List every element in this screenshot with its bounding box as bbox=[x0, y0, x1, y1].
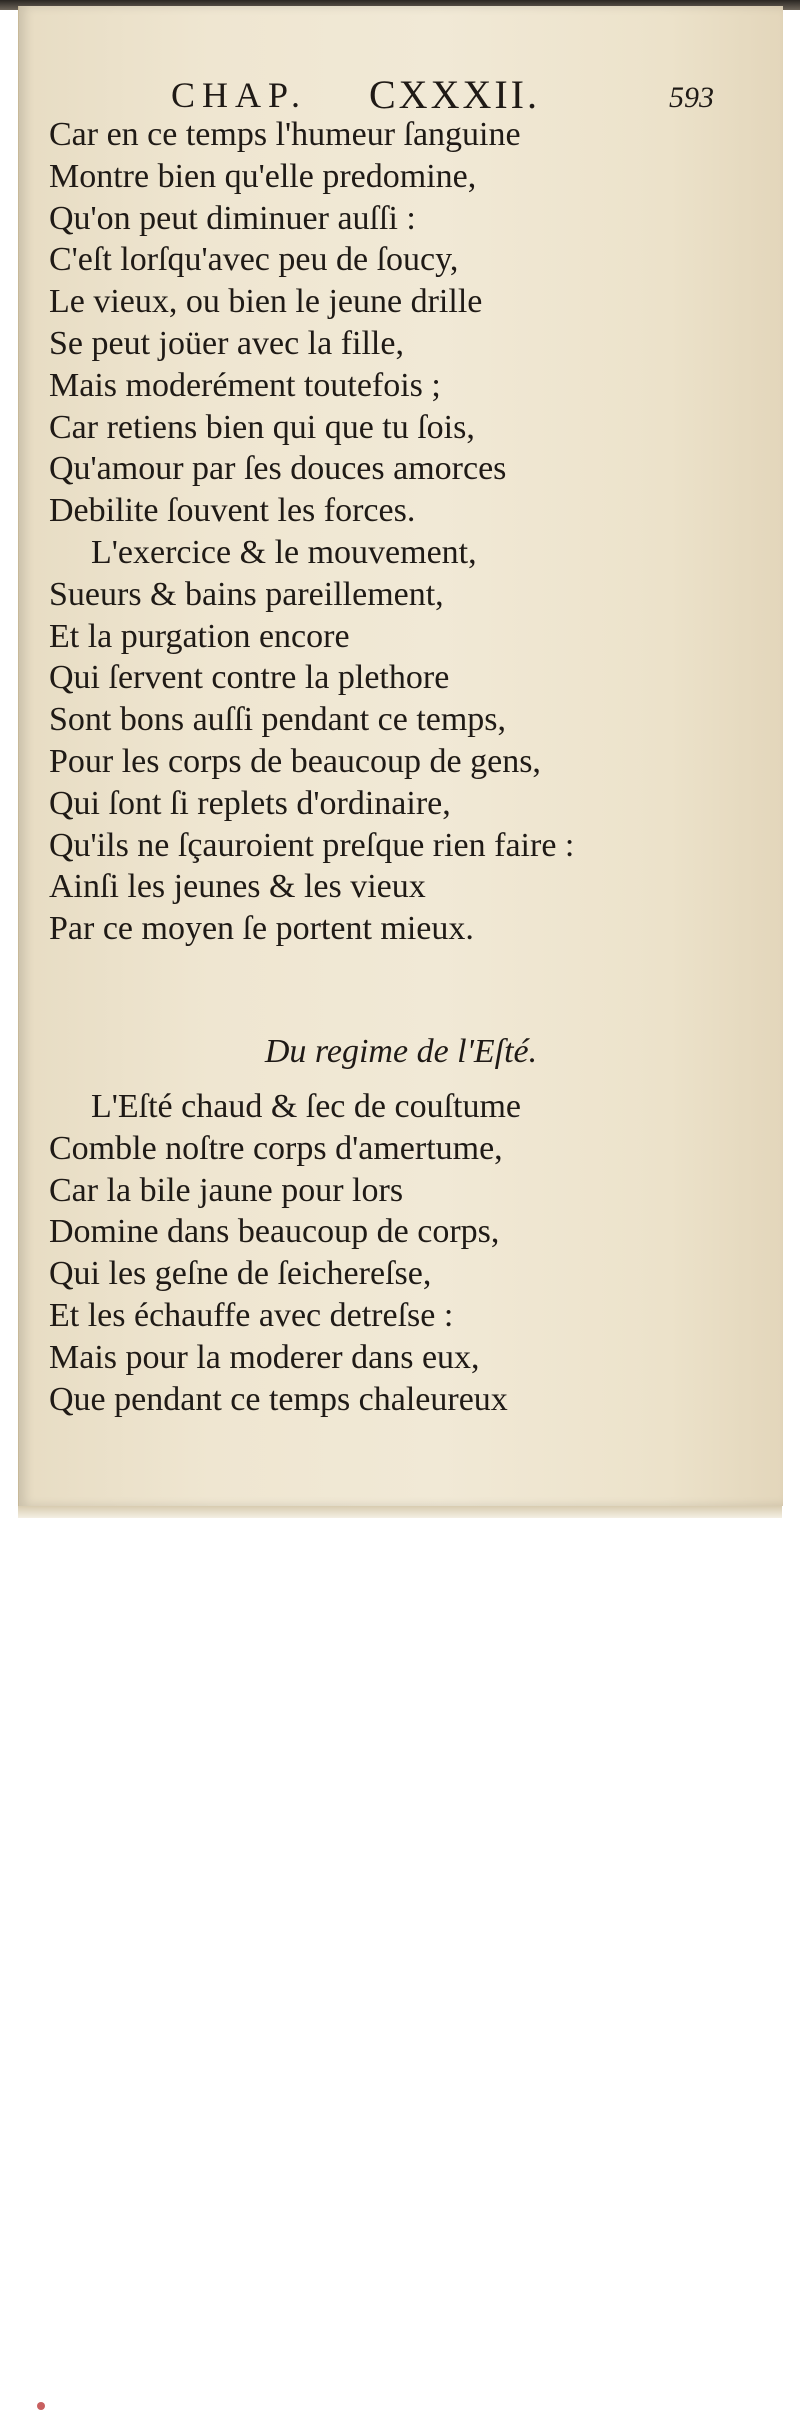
verse-line: Car en ce temps l'humeur ſanguine bbox=[49, 116, 521, 153]
book-page bbox=[18, 6, 783, 1506]
verse-line: C'eſt lorſqu'avec peu de ſoucy, bbox=[49, 241, 459, 279]
verse-line: Qui ſont ſi replets d'ordinaire, bbox=[49, 784, 451, 822]
verse-line: Et les échauffe avec detreſse : bbox=[49, 1296, 454, 1334]
verse-line: Ainſi les jeunes & les vieux bbox=[49, 868, 426, 906]
verse-line: Qu'ils ne ſçauroient preſque rien faire : bbox=[49, 826, 575, 864]
verse-line: L'Eſté chaud & ſec de couſtume bbox=[91, 1088, 522, 1125]
verse-line: Que pendant ce temps chaleureux bbox=[49, 1380, 508, 1418]
verse-block-summer bbox=[49, 1086, 769, 1420]
verse-line: Mais pour la moderer dans eux, bbox=[49, 1338, 480, 1376]
verse-line: Qu'amour par ſes douces amorces bbox=[49, 450, 507, 488]
verse-line: Debilite ſouvent les forces. bbox=[49, 492, 416, 530]
verse-line: Et la purgation encore bbox=[49, 617, 350, 655]
scan-bottom-edge bbox=[18, 1506, 782, 1518]
verse-line: Qui les geſne de ſeichereſse, bbox=[49, 1255, 432, 1293]
verse-line: Par ce moyen ſe portent mieux. bbox=[49, 910, 474, 948]
verse-line: Comble noſtre corps d'amertume, bbox=[49, 1129, 503, 1167]
margin-ink-mark bbox=[37, 2402, 45, 2410]
running-head bbox=[19, 72, 783, 118]
verse-line: Se peut joüer avec la fille, bbox=[49, 324, 404, 362]
verse-line: Car la bile jaune pour lors bbox=[49, 1171, 404, 1209]
verse-line: Domine dans beaucoup de corps, bbox=[49, 1213, 500, 1251]
verse-line: Sueurs & bains pareillement, bbox=[49, 575, 444, 613]
page-number: 593 bbox=[669, 81, 714, 114]
chapter-number: CXXXII. bbox=[369, 72, 540, 117]
verse-line: Car retiens bien qui que tu ſois, bbox=[49, 408, 475, 446]
verse-line: Le vieux, ou bien le jeune drille bbox=[49, 283, 483, 321]
section-heading: Du regime de l'Eſté. bbox=[264, 1033, 538, 1070]
verse-line: Sont bons auſſi pendant ce temps, bbox=[49, 701, 507, 739]
verse-line: Pour les corps de beaucoup de gens, bbox=[49, 742, 541, 780]
verse-line: L'exercice & le mouvement, bbox=[91, 533, 477, 571]
verse-line: Qu'on peut diminuer auſſi : bbox=[49, 199, 416, 237]
verse-line: Montre bien qu'elle predomine, bbox=[49, 157, 477, 195]
verse-block-spring bbox=[49, 114, 769, 950]
verse-line: Qui ſervent contre la plethore bbox=[49, 659, 450, 697]
chapter-label: CHAP. bbox=[171, 75, 308, 115]
verse-line: Mais moderément toutefois ; bbox=[49, 366, 441, 404]
